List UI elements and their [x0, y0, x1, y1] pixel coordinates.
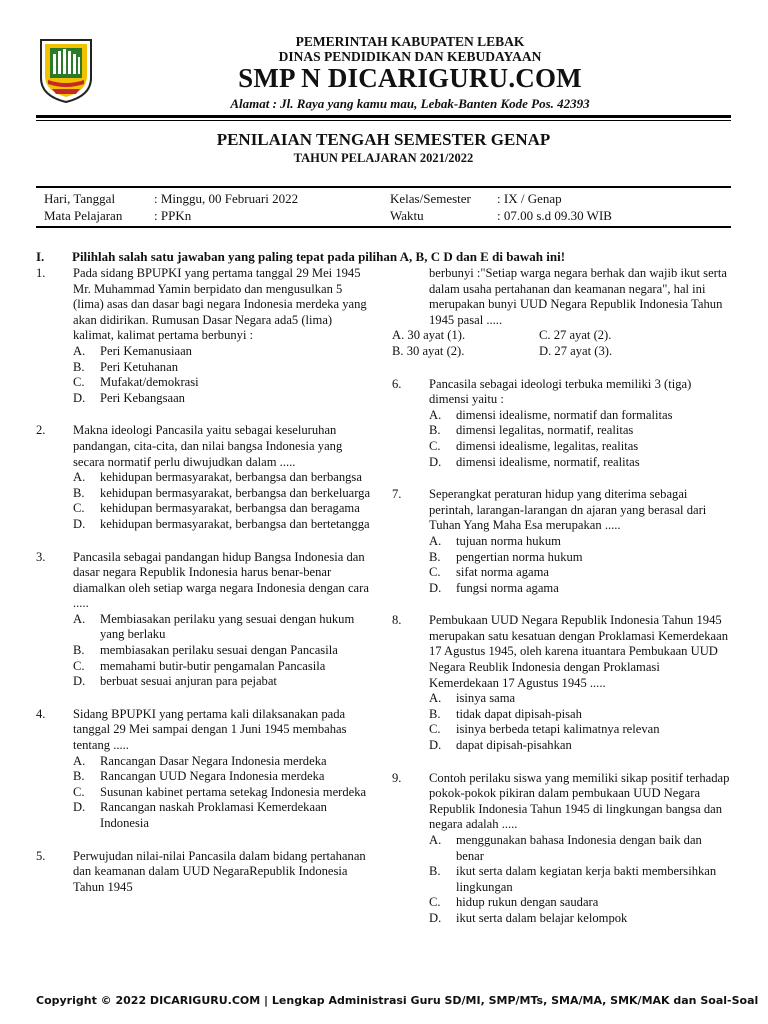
option-text: Rancangan naskah Proklamasi Kemerdekaan Indonesia	[100, 800, 327, 830]
answer-option	[36, 612, 376, 643]
question-text: Perwujudan nilai-nilai Pancasila dalam bidang pertahanan dan keamanan dalam UUD NegaraRepublik Indonesia Tahun 1945	[73, 848, 366, 894]
option-letter: A.	[429, 407, 442, 422]
option-letter: B.	[73, 769, 85, 784]
option-text: membiasakan perilaku sesuai dengan Pancasila	[100, 643, 338, 658]
option-text: kehidupan bermasyarakat, berbangsa dan beragama	[100, 501, 360, 516]
info-top-rule	[36, 186, 731, 188]
day-label: Hari, Tanggal	[44, 191, 116, 206]
question-text: Pada sidang BPUPKI yang pertama tanggal 29 Mei 1945 Mr. Muhammad Yamin berpidato dan mengusulkan 5 (lima) asas dan dasar bagi negara Indonesia merdeka yang akan didirikan. Rumusan Dasar Negara ada5 (lima) kalimat, kalimat pertama berbunyi :	[73, 266, 367, 343]
question-text: berbunyi :"Setiap warga negara berhak dan wajib ikut serta dalam usaha pertahanan dan keamanan negara", hal ini merupakan bunyi UUD Negara Republik Indonesia Tahun 1945 pasal .....	[429, 266, 727, 327]
option-text: hidup rukun dengan saudara	[456, 895, 599, 910]
option-text: dimensi legalitas, normatif, realitas	[456, 423, 634, 438]
answer-option	[36, 470, 376, 486]
option-letter: B.	[429, 706, 441, 721]
option-text: Mufakat/demokrasi	[100, 375, 199, 390]
option-text: memahami butir-butir pengamalan Pancasila	[100, 658, 326, 673]
option-letter: D.	[429, 454, 442, 469]
class-label: Kelas/Semester	[390, 191, 471, 206]
question-text: Pancasila sebagai pandangan hidup Bangsa Indonesia dan dasar negara Republik Indonesia harus benar-benar diamalkan oleh setiap warga negara Indonesia dengan cara .....	[73, 549, 369, 611]
day-value: : Minggu, 00 Februari 2022	[154, 191, 299, 206]
question-text: Pembukaan UUD Negara Republik Indonesia Tahun 1945 merupakan satu kesatuan dengan Proklamasi Kemerdekaan 17 Agustus 1945, oleh karena ituantara Pembukaan UUD Negara Reublik Indonesia dengan Proklamasi Kemerdekaan 17 Agustus 1945 .....	[429, 613, 728, 690]
exam-title: PENILAIAN TENGAH SEMESTER GENAP	[216, 130, 551, 149]
answer-option	[36, 643, 376, 659]
option-text: dimensi idealisme, normatif, realitas	[456, 454, 640, 469]
answer-option	[36, 391, 376, 407]
school-name: SMP N DICARIGURU.COM	[238, 63, 582, 93]
question-text: Contoh perilaku siswa yang memiliki sikap positif terhadap pokok-pokok pikiran dalam pembukaan UUD Negara Republik Indonesia Tahun 1945 di lingkungan bangsa dan negara adalah .....	[429, 770, 730, 832]
header-divider-thick	[36, 115, 731, 118]
question-item	[392, 487, 732, 596]
option-text: kehidupan bermasyarakat, berbangsa dan berbangsa	[100, 470, 362, 485]
answer-option	[392, 423, 732, 439]
question-text: Seperangkat peraturan hidup yang diterima sebagai perintah, larangan-larangan dn ajaran yang berasal dari Tuhan Yang Maha Esa merupakan .....	[429, 487, 707, 533]
question-number: 2.	[36, 423, 46, 438]
answer-option	[36, 769, 376, 785]
answer-option	[392, 833, 732, 864]
question-number: 5.	[36, 848, 46, 863]
answer-option	[392, 455, 732, 471]
question-item	[36, 423, 376, 532]
answer-option	[392, 565, 732, 581]
option-letter: D.	[73, 800, 86, 815]
answer-option	[392, 534, 732, 550]
option-text: ikut serta dalam belajar kelompok	[456, 910, 628, 925]
class-value: : IX / Genap	[497, 191, 562, 206]
option-text: tujuan norma hukum	[456, 533, 561, 548]
option-letter: B.	[429, 864, 441, 879]
option-text: Peri Ketuhanan	[100, 359, 178, 374]
option-letter: C.	[429, 438, 441, 453]
academic-year: TAHUN PELAJARAN 2021/2022	[293, 151, 474, 165]
question-5-continued	[392, 266, 732, 360]
answer-option	[392, 738, 732, 754]
question-text: Makna ideologi Pancasila yaitu sebagai keseluruhan pandangan, cita-cita, dan nilai bangsa Indonesia yang secara normatif perlu diwujudkan dalam .....	[73, 423, 343, 469]
answer-option	[392, 864, 732, 895]
answer-option	[392, 722, 732, 738]
question-item	[36, 849, 376, 896]
question-options-grid	[392, 328, 732, 359]
option-letter: A.	[73, 470, 86, 485]
option-letter: A.	[429, 833, 442, 847]
option: D. 27 ayat (3).	[539, 343, 613, 358]
question-item	[36, 707, 376, 832]
answer-option	[392, 408, 732, 424]
answer-option	[392, 691, 732, 707]
footer-copyright: Copyright © 2022 DICARIGURU.COM | Lengkap Administrasi Guru SD/MI, SMP/MTs, SMA/MA, SMK/MAK dan Soal-Soal	[36, 994, 759, 1007]
option-text: tidak dapat dipisah-pisah	[456, 706, 582, 721]
question-text: Pancasila sebagai ideologi terbuka memiliki 3 (tiga) dimensi yaitu :	[429, 376, 692, 407]
header-divider-thin	[36, 120, 731, 121]
option-text: Peri Kemanusiaan	[100, 343, 192, 358]
question-number: 4.	[36, 706, 46, 721]
question-number: 8.	[392, 613, 402, 628]
option-letter: C.	[73, 658, 85, 673]
option: B. 30 ayat (2).	[392, 343, 465, 358]
answer-option	[36, 785, 376, 801]
section-number: I.	[36, 249, 45, 264]
option-text: Peri Kebangsaan	[100, 390, 185, 405]
option-letter: D.	[429, 580, 442, 595]
option-text: isinya sama	[456, 691, 516, 706]
left-column	[36, 266, 376, 912]
option-text: dimensi idealisme, normatif dan formalitas	[456, 407, 673, 422]
option-text: dapat dipisah-pisahkan	[456, 738, 572, 753]
answer-option	[36, 501, 376, 517]
option: C. 27 ayat (2).	[539, 328, 612, 343]
option-letter: C.	[73, 375, 85, 390]
answer-option	[36, 800, 376, 831]
answer-option	[36, 674, 376, 690]
time-value: : 07.00 s.d 09.30 WIB	[497, 208, 612, 223]
option-text: Rancangan Dasar Negara Indonesia merdeka	[100, 753, 327, 768]
answer-option	[36, 754, 376, 770]
option-letter: B.	[73, 643, 85, 658]
option-letter: B.	[73, 485, 85, 500]
question-number: 3.	[36, 549, 46, 564]
question-item	[392, 771, 732, 927]
school-address: Alamat : Jl. Raya yang kamu mau, Lebak-Banten Kode Pos. 42393	[230, 96, 590, 111]
question-text: Sidang BPUPKI yang pertama kali dilaksanakan pada tanggal 29 Mei sampai dengan 1 Juni 1945 membahas tentang .....	[73, 706, 347, 753]
answer-option	[392, 439, 732, 455]
option-letter: B.	[73, 359, 85, 374]
question-item	[392, 613, 732, 753]
option-text: fungsi norma agama	[456, 580, 559, 595]
option-letter: A.	[73, 611, 86, 626]
option-letter: D.	[429, 738, 442, 753]
time-label: Waktu	[390, 208, 424, 223]
question-number: 6.	[392, 376, 402, 391]
option-letter: D.	[73, 516, 86, 531]
answer-option	[36, 517, 376, 533]
option-text: sifat norma agama	[456, 565, 550, 580]
option-letter: C.	[429, 565, 441, 580]
info-bottom-rule	[36, 226, 731, 228]
option-letter: B.	[429, 423, 441, 438]
option-text: dimensi idealisme, legalitas, realitas	[456, 438, 639, 453]
option-text: Susunan kabinet pertama setekag Indonesia merdeka	[100, 784, 367, 799]
answer-option	[392, 707, 732, 723]
option-text: menggunakan bahasa Indonesia dengan baik dan benar	[456, 833, 702, 863]
option-text: berbuat sesuai anjuran para pejabat	[100, 674, 277, 689]
right-column	[392, 266, 732, 944]
question-item	[392, 377, 732, 471]
answer-option	[392, 550, 732, 566]
kabupaten-lebak-emblem-icon	[38, 34, 94, 104]
answer-option	[36, 375, 376, 391]
option-text: pengertian norma hukum	[456, 549, 583, 564]
option-letter: D.	[429, 910, 442, 925]
question-number: 9.	[392, 770, 402, 785]
option-letter: B.	[429, 549, 441, 564]
option-letter: C.	[429, 895, 441, 910]
answer-option	[36, 344, 376, 360]
option-text: kehidupan bermasyarakat, berbangsa dan bertetangga	[100, 516, 370, 531]
answer-option	[392, 895, 732, 911]
option-letter: D.	[73, 390, 86, 405]
answer-option	[392, 581, 732, 597]
department-name: DINAS PENDIDIKAN DAN KEBUDAYAAN	[278, 49, 542, 64]
question-item	[36, 266, 376, 406]
option-letter: C.	[429, 722, 441, 737]
question-number: 1.	[36, 266, 46, 280]
option-letter: A.	[429, 691, 442, 706]
option-letter: A.	[429, 533, 442, 548]
option-letter: A.	[73, 753, 86, 768]
option-text: kehidupan bermasyarakat, berbangsa dan berkeluarga	[100, 485, 371, 500]
section-instruction: Pilihlah salah satu jawaban yang paling tepat pada pilihan A, B, C D dan E di bawah ini!	[72, 249, 566, 264]
option-text: Rancangan UUD Negara Indonesia merdeka	[100, 769, 325, 784]
subject-value: : PPKn	[154, 208, 192, 223]
subject-label: Mata Pelajaran	[44, 208, 123, 223]
option-letter: A.	[73, 343, 86, 358]
option-text: isinya berbeda tetapi kalimatnya relevan	[456, 722, 660, 737]
option-letter: C.	[73, 784, 85, 799]
answer-option	[36, 486, 376, 502]
government-name: PEMERINTAH KABUPATEN LEBAK	[295, 34, 525, 49]
option: A. 30 ayat (1).	[392, 328, 466, 343]
question-number: 7.	[392, 487, 402, 502]
question-item	[36, 550, 376, 690]
option-text: Membiasakan perilaku yang sesuai dengan hukum yang berlaku	[100, 611, 355, 642]
option-letter: C.	[73, 501, 85, 516]
option-letter: D.	[73, 674, 86, 689]
answer-option	[392, 911, 732, 927]
answer-option	[36, 659, 376, 675]
answer-option	[36, 360, 376, 376]
option-text: ikut serta dalam kegiatan kerja bakti membersihkan lingkungan	[456, 864, 717, 894]
